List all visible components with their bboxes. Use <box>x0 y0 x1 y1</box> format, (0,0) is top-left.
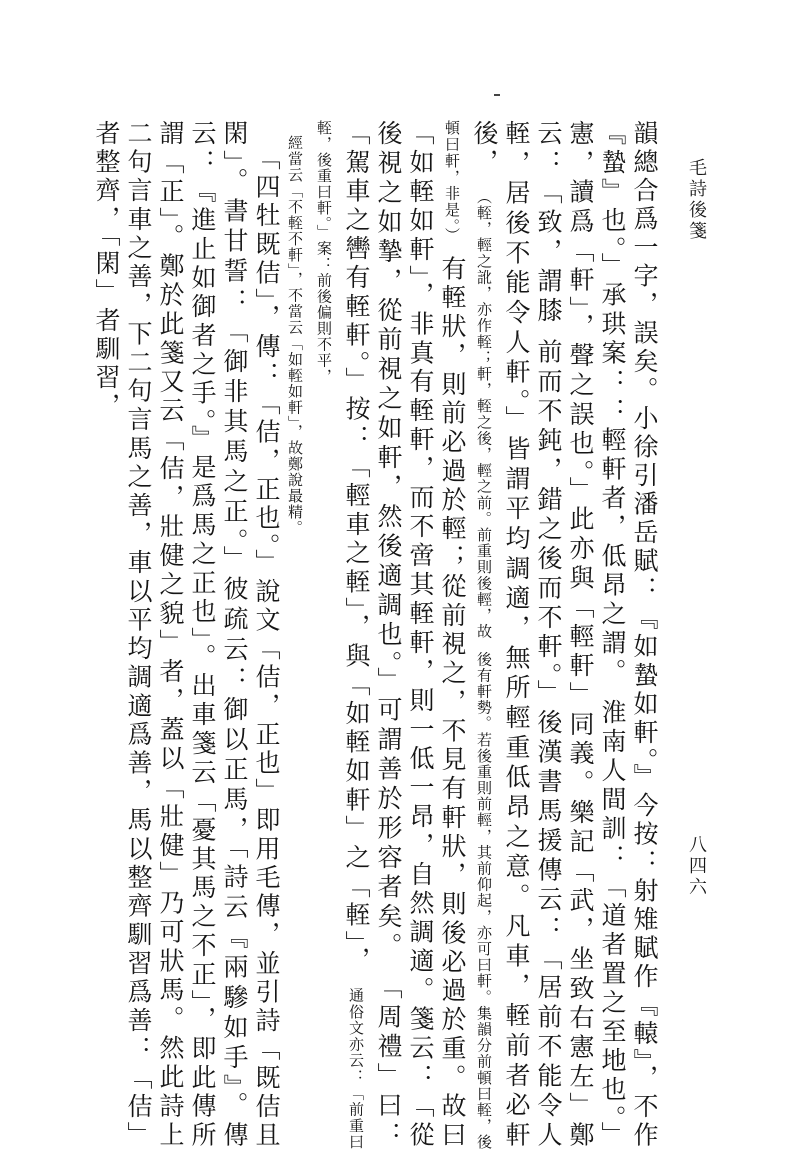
page-number: 八四六 <box>686 835 707 898</box>
text-segment: 「周禮」曰：「駕車之轡有輊軒。」按：「輕車之輊」，與「如輊如軒」之「輊」， <box>342 120 403 1150</box>
paragraph-1 <box>308 120 660 1150</box>
paragraph-2: 「四牡既佶」，傳：「佶，正也。」說文「佶，正也」即用毛傳，並引詩「既佶且閑」。書甘誓：「御非其馬之正。」彼疏云：御以正馬，「詩云『兩驂如手』。傳云：『進止如御者之手。』是爲馬之正也」。出車箋云「憂其馬之不正」，即此傳所謂「正」。鄭於此箋又云「佶，壯健之貌」者，蓋以「壯健」乃可狀馬。然此詩上二句言車之善，下二句言馬之善，車以平均調適爲善，馬以整齊馴習爲善：「佶」者整齊，「閑」者馴習， <box>92 120 281 1150</box>
annotation-note: 後有軒勢。若後重則前輕，其前仰起，亦可曰軒。集韻分前頓曰輊，後頓曰軒，非是。） <box>443 120 493 1150</box>
text-segment: 韻總合爲一字，誤矣。小徐引潘岳賦：『如蟄如軒。』今按：射雉賦作『轅』，不作『蟄』也。」承珙案：：輕軒者，低昂之謂。 <box>598 120 659 1150</box>
annotation-line: 經當云「不輊不軒」，不當云「如輊如軒」，故鄭說最精。 <box>286 135 304 536</box>
annotation-note: 通俗文亦云：「前重曰輊，後重曰軒。」案：前後偏則不平， <box>315 120 365 1150</box>
main-text <box>0 120 660 1150</box>
text-segment: 前而不鈍，錯之後而不軒。」後漢書馬援傳云：「居前不能令人輊，居後不能令人軒。」皆謂平均調適，無所輕重低昂之意。凡車，輊前者必軒後， <box>470 120 563 1150</box>
top-mark <box>494 94 500 96</box>
text-segment: 淮南人間訓：「道者置之至地也。」憲，讀爲「軒」，聲之誤也。」此亦與「輕軒」同義。樂記「武，坐致右憲左」鄭云：「致，謂膝 <box>534 120 627 1150</box>
text-segment: 有輊狀，則前必過於輕；從前視之，不見有軒狀，則後必過於重。故曰「如輊如軒」，非真有輊軒，而不啻其輊軒，則一低一昂，自然調適。箋云：「從後視之如摯，從前視之如軒，然後適調也。」可謂善於形容者矣。 <box>374 120 467 1150</box>
running-head-book-title: 毛詩後箋 <box>686 158 707 242</box>
annotation-note: （輊，輕之訛，亦作輊；軒，輊之後，輕之前。前重則後輕，故 <box>475 188 493 640</box>
